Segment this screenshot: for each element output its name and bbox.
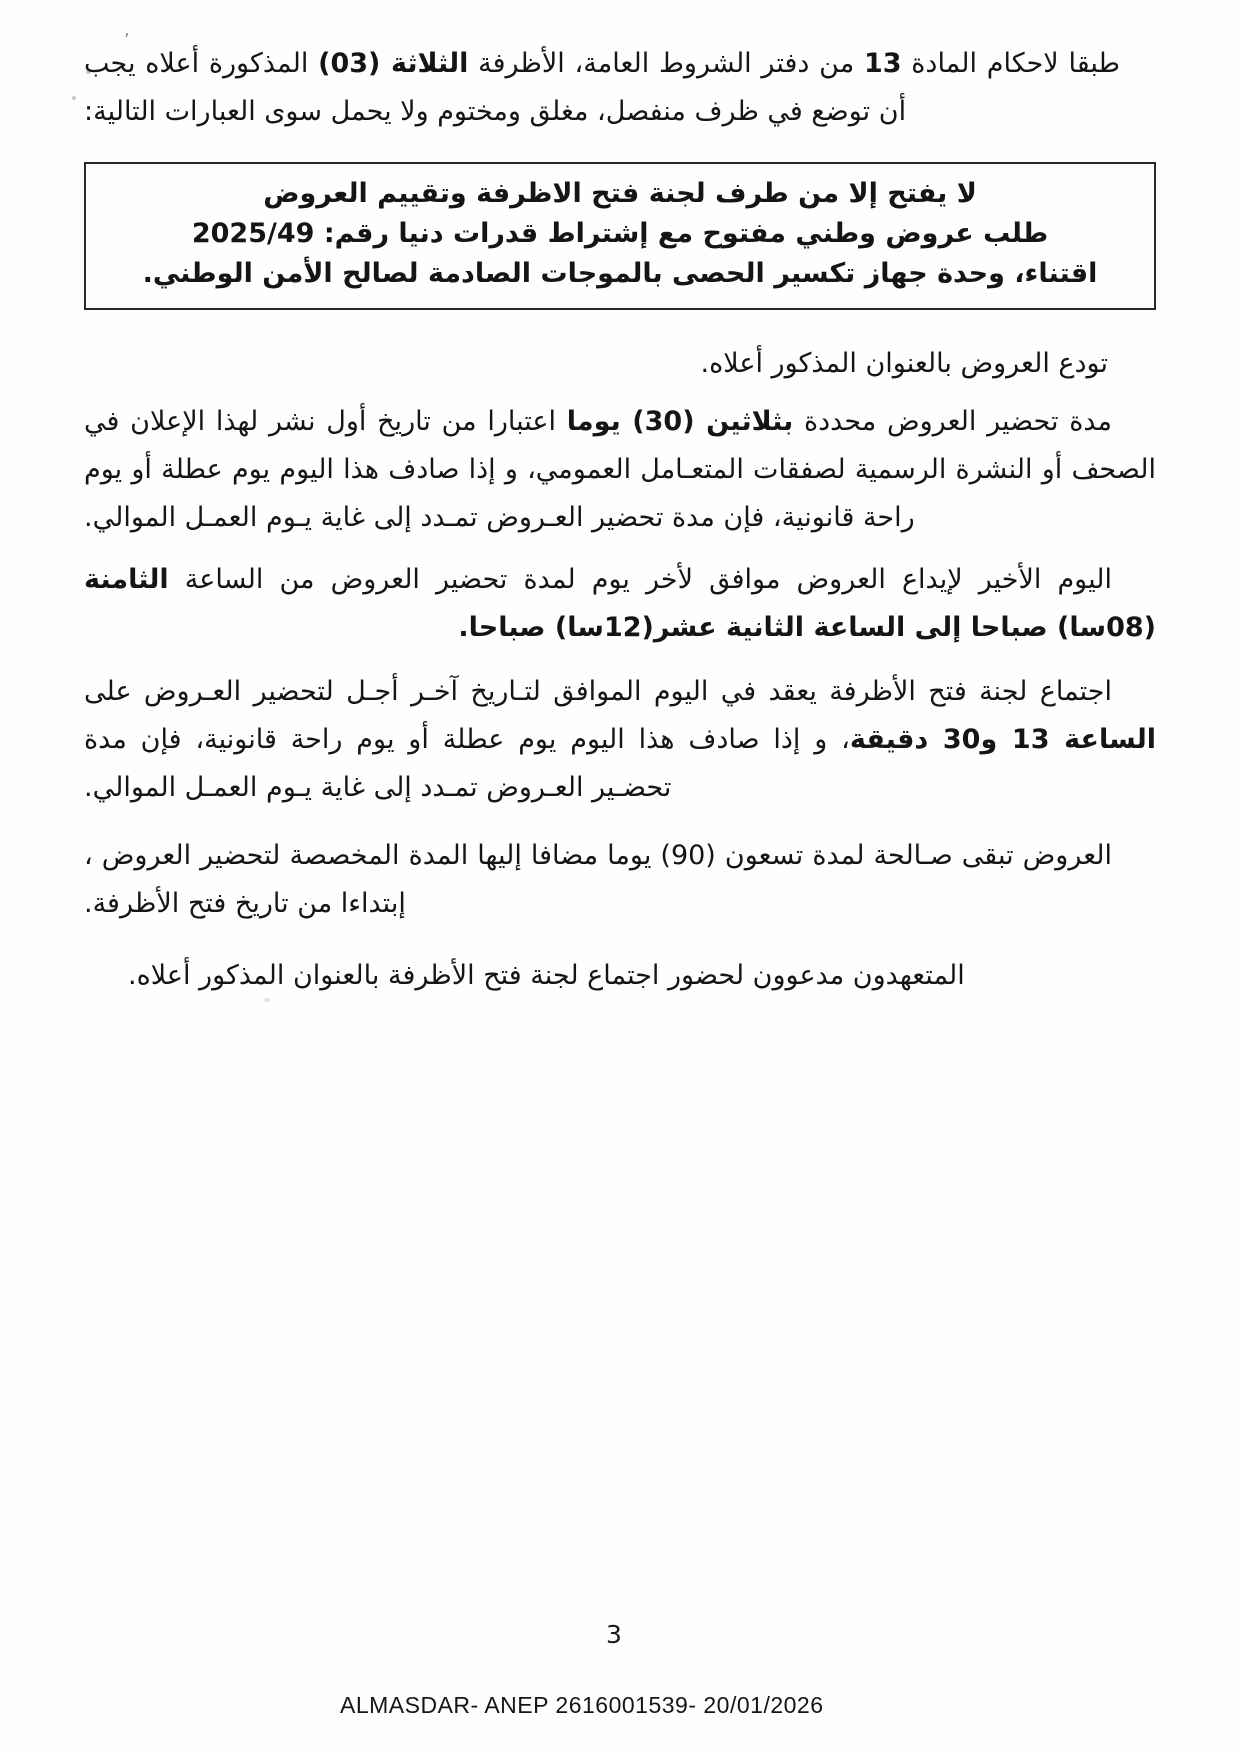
footer-publication-reference: ALMASDAR- ANEP 2616001539- 20/01/2026 (340, 1692, 824, 1718)
paragraph-text: من دفتر الشروط العامة، الأظرفة (468, 48, 864, 79)
paragraph-text: ، و إذا صادف هذا اليوم يوم عطلة أو يوم راحة قانونية، فإن مدة تحضـير العـروض تمـدد إلى غاية يـوم العمـل الموالي. (84, 724, 850, 803)
paragraph-envelope-rule (84, 40, 1156, 136)
notice-box (84, 162, 1156, 310)
page-number: 3 (606, 1620, 622, 1649)
paragraph-deposit-deadline (84, 556, 1156, 652)
notice-line-tender-number: طلب عروض وطني مفتوح مع إشتراط قدرات دنيا رقم: 2025/49 (191, 218, 1049, 249)
paragraph-text: طبقا لاحكام المادة (901, 48, 1120, 79)
paragraph-preparation-period (84, 398, 1156, 542)
paragraph-text: اليوم الأخير لإيداع العروض موافق لأخر يوم لمدة تحضير العروض من الساعة (168, 564, 1112, 595)
paragraph-offers-validity: العروض تبقى صـالحة لمدة تسعون (90) يوما مضافا إليها المدة المخصصة لتحضير العروض ، إبتداءا من تاريخ فتح الأظرفة. (84, 840, 1113, 919)
notice-line-subject: اقتناء، وحدة جهاز تكسير الحصى بالموجات الصادمة لصالح الأمن الوطني. (142, 258, 1098, 289)
thirty-days: بثلاثين (30) يوما (566, 406, 794, 437)
document-body (84, 40, 1156, 1000)
paragraph-deposit-address: تودع العروض بالعنوان المذكور أعلاه. (700, 348, 1108, 379)
notice-line-open-only: لا يفتح إلا من طرف لجنة فتح الاظرفة وتقييم العروض (263, 178, 977, 209)
opening-time: الساعة 13 و30 دقيقة (849, 724, 1156, 755)
deposit-hours: الثامنة (08سا) صباحا إلى الساعة الثانية عشر(12سا) صباحا. (84, 564, 1156, 643)
scan-artifact (72, 96, 76, 100)
scan-artifact: ’ (124, 30, 130, 51)
paragraph-opening-session (84, 668, 1156, 812)
paragraph-text: اجتماع لجنة فتح الأظرفة يعقد في اليوم الموافق لتـاريخ آخـر أجـل لتحضير العـروض على (84, 676, 1112, 707)
article-number: 13 (863, 48, 902, 79)
paragraph-text: المذكورة أعلاه يجب أن توضع في ظرف منفصل، مغلق ومختوم ولا يحمل سوى العبارات التالية: (84, 48, 907, 127)
paragraph-text: مدة تحضير العروض محددة (793, 406, 1113, 437)
envelopes-count: الثلاثة (03) (318, 48, 469, 79)
paragraph-text: اعتبارا من تاريخ أول نشر لهذا الإعلان في الصحف أو النشرة الرسمية لصفقات المتعـامل العمومي، و إذا صادف هذا اليوم يوم عطلة أو يوم راحة قانونية، فإن مدة تحضير العـروض تمـدد إلى غاية يـوم العمـل الموالي. (84, 406, 1156, 533)
paragraph-bidders-invitation: المتعهدون مدعوون لحضور اجتماع لجنة فتح الأظرفة بالعنوان المذكور أعلاه. (128, 960, 965, 991)
